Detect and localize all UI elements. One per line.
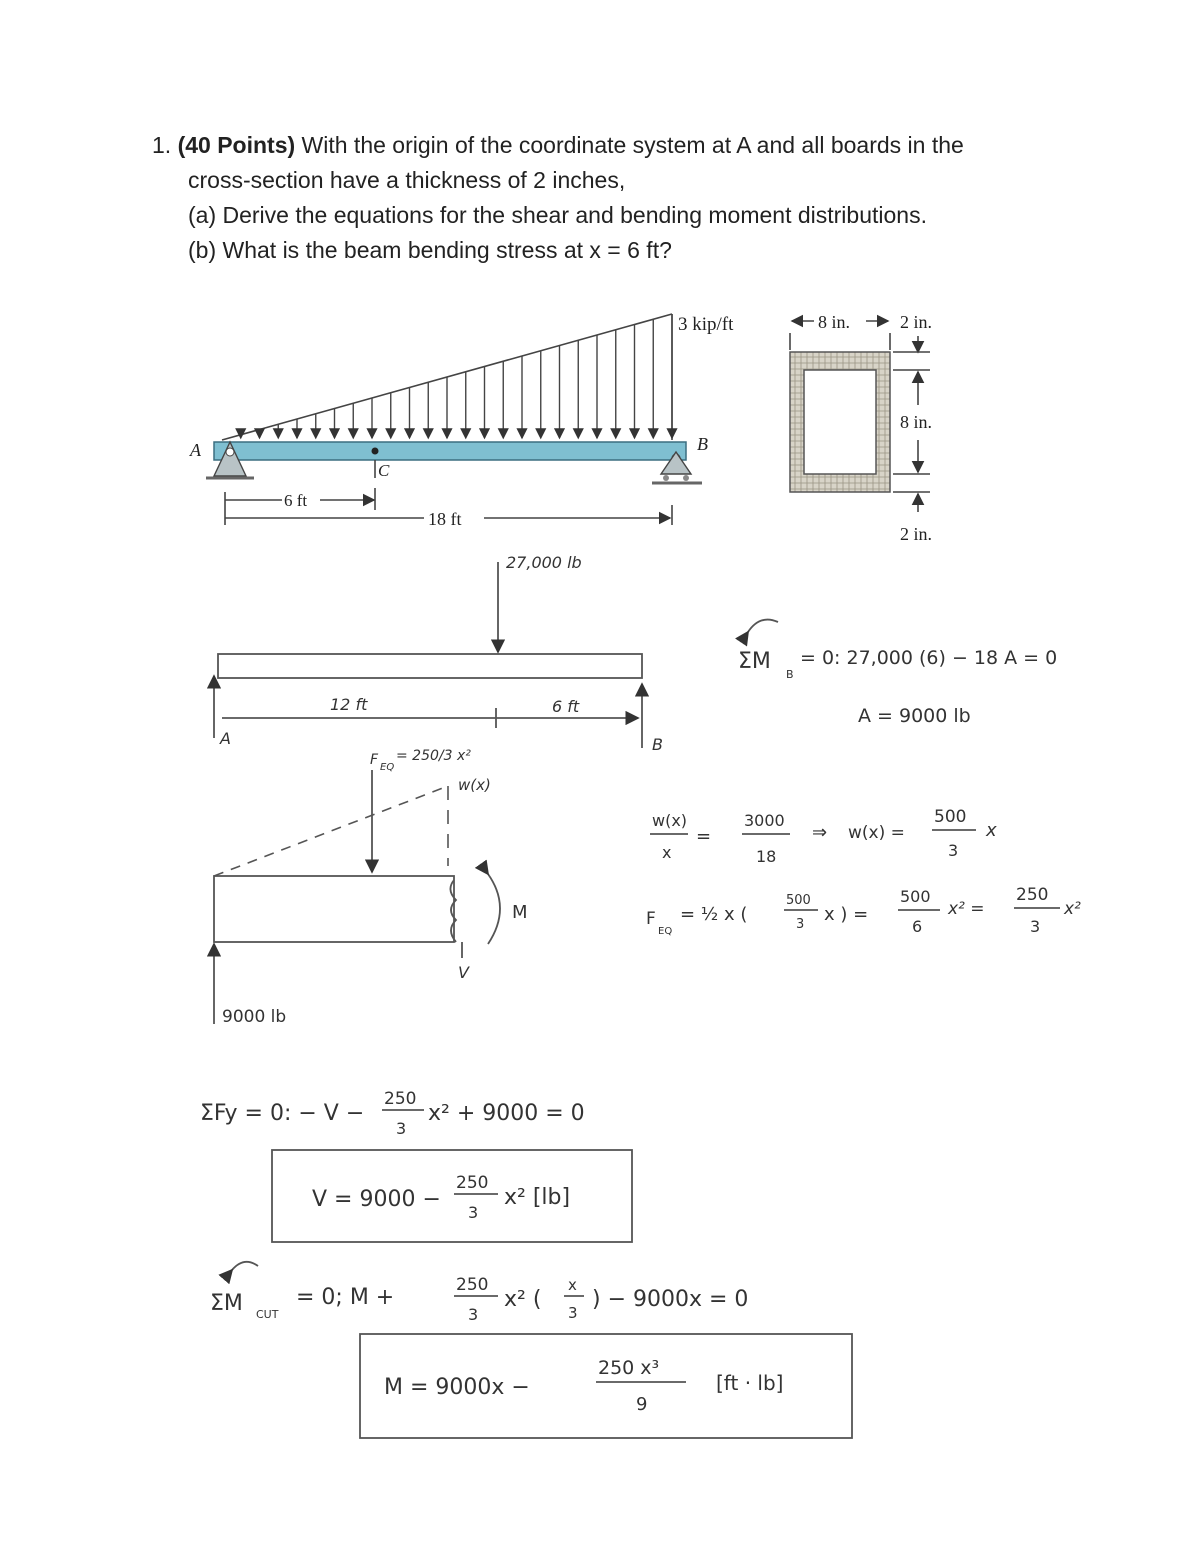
sum-m-lhs: ΣM [210, 1291, 243, 1316]
cut-load-envelope [214, 786, 448, 876]
wx-ratio-rhs-den: 18 [756, 847, 777, 866]
shear-rest: x² [lb] [504, 1185, 571, 1210]
feq-derivation [646, 885, 1081, 937]
point-a-label: A [190, 440, 201, 460]
moment-arrow-m [488, 874, 500, 944]
fbd1-label-b: B [652, 735, 663, 754]
wx-label: w(x) [458, 776, 491, 794]
sum-fy-num: 250 [384, 1089, 417, 1109]
sum-m-eq: = 0; M + [296, 1285, 395, 1310]
shear-num: 250 [456, 1173, 489, 1193]
v-label: V [458, 963, 469, 982]
reaction-a-result: A = 9000 lb [858, 705, 971, 727]
sum-fy-den: 3 [396, 1119, 407, 1138]
feq2-lhs: F [646, 909, 656, 929]
cs-thick-top-label: 2 in. [900, 312, 933, 332]
cs-thick-bottom-label: 2 in. [900, 524, 933, 544]
feq2-r2-den: 3 [1030, 917, 1041, 936]
feq2-r1-var: x² = [948, 899, 985, 919]
feq-lhs: F [370, 752, 379, 768]
sum-m-num: 250 [456, 1275, 489, 1295]
feq2-r1-num: 500 [900, 887, 931, 906]
point-b-label: B [697, 434, 708, 454]
moment-b-equation: = 0: 27,000 (6) − 18 A = 0 [800, 647, 1058, 669]
fbd1-dim-12: 12 ft [330, 695, 368, 714]
fbd1-dim-6: 6 ft [552, 697, 580, 716]
fbd1-beam [218, 654, 642, 678]
sum-m-rest: ) − 9000x = 0 [592, 1287, 749, 1312]
fbd-whole-beam [214, 553, 663, 754]
fbd-cut-section [214, 748, 528, 1027]
moment-arrow-cut [232, 1262, 258, 1270]
sum-forces-y [200, 1089, 585, 1138]
wx-frac-den: 3 [948, 841, 959, 860]
moment-unit: [ft · lb] [716, 1371, 784, 1395]
beam-figure [189, 312, 932, 544]
problem-number: 1. [152, 132, 172, 158]
shear-lhs: V = 9000 − [312, 1187, 441, 1212]
point-c-marker [372, 448, 379, 455]
wx-ratio-rhs-num: 3000 [744, 811, 785, 830]
sum-moment-cut [210, 1262, 748, 1324]
wx-equals: w(x) = [848, 823, 905, 843]
sum-fy-rest: x² + 9000 = 0 [428, 1101, 585, 1126]
dim-6ft: 6 ft [284, 491, 308, 510]
feq2-sub: EQ [658, 926, 673, 937]
wx-ratio-den: x [662, 843, 672, 862]
moment-lhs: M = 9000x − [384, 1375, 530, 1400]
sum-m-den: 3 [468, 1305, 479, 1324]
sum-m-in-num: x [568, 1276, 577, 1294]
sum-m-mid: x² ( [504, 1287, 542, 1312]
shear-den: 3 [468, 1203, 479, 1222]
implies-arrow: ⇒ [812, 822, 828, 843]
problem-part-b: (b) What is the beam bending stress at x = 6 ft? [188, 237, 672, 263]
wx-ratio-eq: = [696, 826, 712, 847]
feq2-r2-num: 250 [1016, 885, 1049, 905]
cut-beam [214, 876, 454, 942]
cs-width-label: 8 in. [818, 312, 851, 332]
wx-frac-num: 500 [934, 807, 967, 827]
feq2-r1-den: 6 [912, 917, 923, 936]
feq2-r2-var: x² [1064, 899, 1081, 919]
m-label: M [512, 902, 528, 923]
moment-about-b [738, 620, 1057, 727]
feq2-mid: = ½ x ( [680, 904, 748, 925]
feq2-inner-num: 500 [786, 893, 811, 908]
dim-18ft: 18 ft [428, 509, 462, 529]
shear-result-box [272, 1150, 632, 1242]
sum-m-in-den: 3 [568, 1304, 578, 1322]
moment-den: 9 [636, 1394, 648, 1415]
moment-arrow-b [748, 620, 778, 632]
problem-line-2: cross-section have a thickness of 2 inches, [188, 167, 626, 193]
moment-b-sub: B [786, 668, 794, 681]
feq-sub: EQ [380, 762, 395, 773]
sum-fy-lhs: ΣFy = 0: − V − [200, 1101, 365, 1126]
wx-derivation [650, 807, 997, 866]
problem-part-a: (a) Derive the equations for the shear and bending moment distributions. [188, 202, 927, 228]
wx-var: x [986, 820, 997, 841]
moment-num: 250 x³ [598, 1357, 660, 1379]
sum-m-sub: CUT [256, 1308, 279, 1321]
feq-equation: = 250/3 x² [396, 748, 471, 764]
load-label: 3 kip/ft [678, 314, 734, 335]
point-c-label: C [378, 461, 390, 480]
cross-section [790, 312, 932, 544]
reaction-9000-label: 9000 lb [222, 1007, 287, 1027]
cs-height-label: 8 in. [900, 412, 933, 432]
moment-result-box [360, 1334, 852, 1438]
problem-points: (40 Points) [177, 132, 296, 158]
wx-ratio-num: w(x) [652, 811, 688, 830]
beam [214, 442, 686, 460]
feq2-inner-var: x ) = [824, 904, 869, 925]
resultant-label: 27,000 lb [506, 553, 582, 572]
fbd1-label-a: A [220, 729, 231, 748]
feq2-inner-den: 3 [796, 917, 805, 932]
moment-b-lhs: ΣM [738, 649, 771, 674]
problem-text-1: With the origin of the coordinate system at A and all boards in the [295, 132, 964, 158]
